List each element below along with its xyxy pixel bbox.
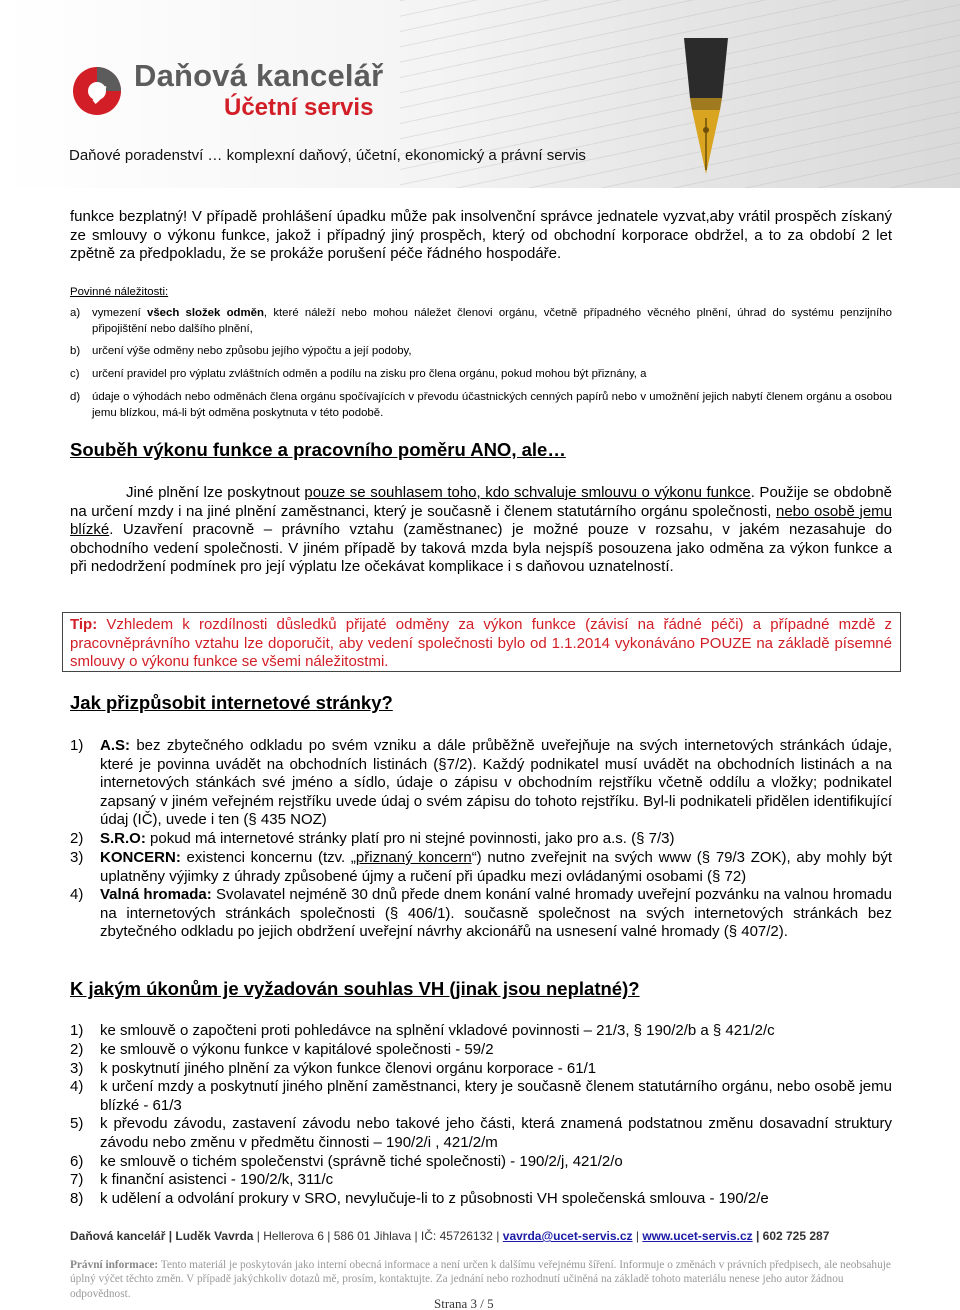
list-item: 3) KONCERN: existenci koncernu (tzv. „přiznaný koncern“) nutno zveřejnit na svých www (§ 79/3 ZOK), aby mohly být uplatněny výjimky z úhrady způsobené újmy a ručení při úpadku mezi ovládanými osobami (§ 72) (70, 849, 893, 885)
requirement-a-label: a) (70, 307, 81, 319)
requirement-d-label: d) (70, 391, 81, 403)
requirement-c-label: c) (70, 368, 80, 380)
section-heading-approval: K jakým úkonům je vyžadován souhlas VH (jinak jsou neplatné)? (70, 978, 640, 999)
email-link[interactable]: vavrda@ucet-servis.cz (502, 1229, 633, 1243)
page-number: Strana 3 / 5 (434, 1296, 494, 1310)
intro-paragraph: funkce bezplatný! V případě prohlášení úpadku může pak insolvenční správce jednatele vyzvat,aby vrátil prospěch získaný ze smlouvy o výkonu funkce, jakož i případný jiný prospěch, který od obchodní korporace obdržel, a to za období 2 let zpětně za předpokladu, že se prokáže porušení péče řádného hospodáře. (70, 208, 892, 263)
list-item: 6) ke smlouvě o tichém společenstvi (správně tiché společnosti) - 190/2/j, 421/2/o (70, 1153, 623, 1170)
section-heading-concurrence: Souběh výkonu funkce a pracovního poměru ANO, ale… (70, 439, 566, 460)
list-item: 2) ke smlouvě o výkonu funkce v kapitálové společnosti - 59/2 (70, 1041, 494, 1058)
legal-notice: Právní informace: Tento materiál je poskytován jako interní obecná informace a není určen k dalšímu veřejnému šíření. Informuje o změnách v právních předpisech, ale neobsahuje úplný výčet těchto změn. V případě jakýchkoliv dotazů mě, prosím, kontaktujte. Za jednání nebo rozhodnutí učiněná na základě tohoto materiálu nenese jeho autor žádnou odpovědnost. (70, 1259, 891, 1300)
header-tagline: Daňové poradenství … komplexní daňový, účetní, ekonomický a právní servis (69, 147, 586, 164)
list-item: 3) k poskytnutí jiného plnění za výkon funkce členovi orgánu korporace - 61/1 (70, 1060, 597, 1077)
requirement-a: vymezení všech složek odměn, které náleží nebo mohou náležet členovi orgánu, včetně případného věcného plnění, úhrad do systému penzijního připojištění nebo dalšího plnění, (92, 307, 892, 335)
concurrence-paragraph: Jiné plnění lze poskytnout pouze se souhlasem toho, kdo schvaluje smlouvu o výkonu funkce. Použije se obdobně na určení mzdy i na jiné plnění zaměstnanci, který je současně i členem statutárního orgánu společnosti, nebo osobě jemu blízké. Uzavření pracovně – právního vztahu (zaměstnanec) je možné pouze v rozsahu, v jakém nezasahuje do obchodního vedení společnosti. V jiném případě by taková mzda byla nejspíš posouzena jako odměna za výkon funkce a při nedodržení podmínek pro její výplatu lze očekávat komplikace i s daňovou uznatelností. (70, 484, 892, 576)
list-item: 5) k převodu závodu, zastavení závodu nebo takové jeho části, která znamená podstatnou změnu dosavadní struktury závodu nebo změnu v předmětu činnosti – 190/2/i , 421/2/m (70, 1115, 892, 1151)
list-item: 4) k určení mzdy a poskytnutí jiného plnění zaměstnanci, ktery je současně členem statutárního orgánu, nebo osobě jemu blízké - 61/3 (70, 1078, 892, 1114)
tip-label: Tip: (70, 616, 98, 633)
list-item: 7) k finanční asistenci - 190/2/k, 311/c (70, 1171, 334, 1188)
tip-box (62, 612, 901, 672)
company-logo-icon (72, 66, 122, 116)
list-item: 1) A.S: bez zbytečného odkladu po svém vzniku a dále průběžně uveřejňuje na svých internetových stránkách údaje, které je povinna uvádět na obchodních listinách (§7/2). Každý podnikatel musí uvádět na obchodních listinách a na internetových stánkách své jméno a sídlo, údaje o zápisu v obchodním rejstříku včetně oddílu a vložky; podnikatel zapsaný v jiném veřejném rejstříku uvede údaj o svém zápisu do tohoto rejstříku. Byl-li podnikateli přidělen identifikující údaj (IČ), uvede i ten (§ 435 NOZ) (70, 737, 892, 829)
list-item: 1) ke smlouvě o započteni proti pohledávce na splnění vkladové povinnosti – 21/3, § 190/2/b a § 421/2/c (70, 1022, 775, 1039)
section-heading-websites: Jak přizpůsobit internetové stránky? (70, 692, 393, 713)
list-item: 2) S.R.O: pokud má internetové stránky platí pro ni stejné povinnosti, jako pro a.s. (§ 7/3) (70, 830, 675, 847)
requirement-d: údaje o výhodách nebo odměnách člena orgánu spočívajících v převodu účastnických cenných papírů nebo v umožnění jejich nabytí členem orgánu a osobou jemu blízkou, má-li být odměna poskytnuta v této podobě. (92, 391, 892, 419)
requirement-b-label: b) (70, 345, 81, 357)
tip-text: Vzhledem k rozdílnosti důsledků přijaté odměny za výkon funkce (závisí na řádné péči) a případné mzdě z pracovněprávního vztahu lze doporučit, aby vedení společnosti bylo od 1.1.2014 vykonáváno POUZE na základě písemné smlouvy o výkonu funkce se všemi náležitostmi. (70, 616, 892, 671)
brand-title: Daňová kancelář (134, 58, 384, 93)
fountain-pen-icon (676, 38, 736, 178)
requirement-c: určení pravidel pro výplatu zvláštních odměn a podílu na zisku pro člena orgánu, pokud mohou být přiznány, a (92, 368, 647, 380)
footer-contact: Daňová kancelář | Luděk Vavrda | Hellerova 6 | 586 01 Jihlava | IČ: 45726132 | vavrda@ucet-servis.cz | www.ucet-servis.cz | 602 725 287 (70, 1229, 830, 1243)
list-item: 8) k udělení a odvolání prokury v SRO, nevylučuje-li to z působnosti VH společenská smlouva - 190/2/e (70, 1190, 769, 1207)
brand-subtitle: Účetní servis (224, 94, 374, 121)
list-item: 4) Valná hromada: Svolavatel nejméně 30 dnů přede dnem konání valné hromady uveřejní pozvánku na valnou hromadu na internetových stránkách společnosti (§ 406/1). současně společnost na svých internetových stránkách bez zbytečného odkladu po jejich obdržení uveřejní návrhy akcionářů na usnesení valné hromady (§ 407/2). (70, 886, 892, 941)
requirements-title: Povinné náležitosti: (70, 286, 169, 298)
website-link[interactable]: www.ucet-servis.cz (642, 1229, 753, 1243)
requirement-b: určení výše odměny nebo způsobu jejího výpočtu a její podoby, (92, 345, 412, 357)
page-header (0, 0, 960, 188)
